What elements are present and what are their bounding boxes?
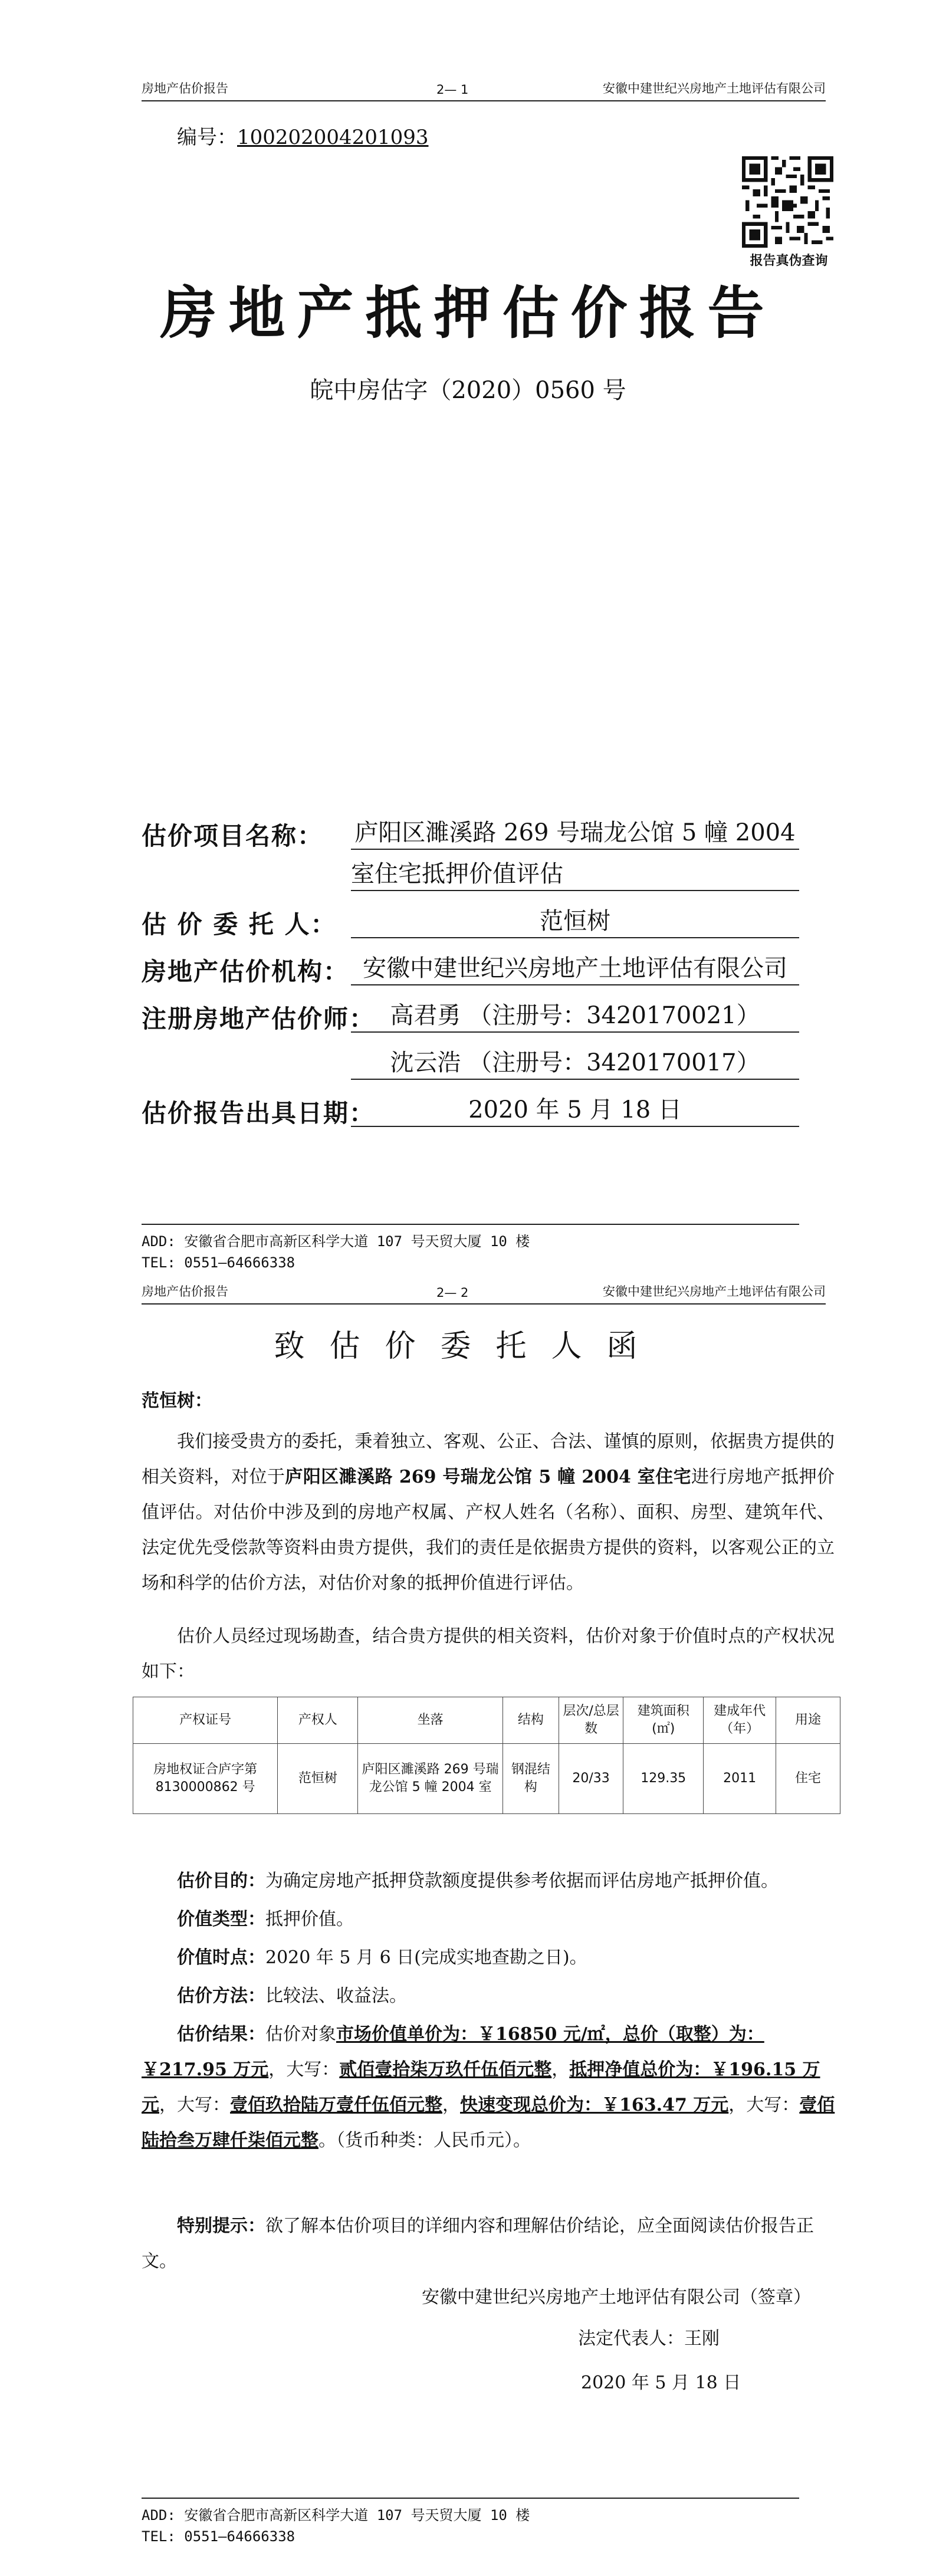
letter-title: 致估价委托人函 — [274, 1329, 662, 1364]
property-rights-table — [133, 1697, 840, 1814]
quick-sale-value: 快速变现总价为：￥163.47 万元 — [460, 2095, 729, 2115]
table-cell: 范恒树 — [278, 1744, 358, 1814]
item-value: 比较法、收益法。 — [265, 1986, 407, 2006]
item-key: 估价目的： — [177, 1871, 265, 1891]
quick-sale-value-words: 壹佰陆拾叁万肆仟柒佰元整 — [142, 2095, 835, 2151]
table-header: 建成年代（年） — [704, 1697, 776, 1744]
table-cell: 2011 — [704, 1744, 776, 1814]
table-header: 坐落 — [358, 1697, 503, 1744]
serial-value[interactable]: 100202004201093 — [237, 126, 429, 149]
intro-paragraph — [142, 1424, 835, 1601]
result-text: 估价对象 — [265, 2024, 336, 2045]
field-label: 估 价 委 托 人： — [142, 910, 337, 939]
result-text: ，大写： — [728, 2095, 800, 2115]
table-cell: 住宅 — [776, 1744, 840, 1814]
table-header: 层次/总层数 — [559, 1697, 623, 1744]
intro-text-cont: 进行房地产抵押价值评估。对估价中涉及到的房地产权属、产权人姓名（名称）、面积、房型、建筑年代、法定优先受偿款等资料由贵方提供，我们的责任是依据贵方提供的资料，以客观公正的立场和科学的估价方法，对估价对象的抵押价值进行评估。 — [142, 1467, 835, 1593]
header-page-no: 2— 1 — [436, 83, 469, 97]
table-header: 结构 — [503, 1697, 559, 1744]
document-number: 皖中房估字（2020）0560 号 — [310, 377, 626, 404]
footer-divider — [142, 1224, 799, 1225]
report-title: 房地产抵押估价报告 — [160, 280, 776, 346]
item-value: 抵押价值。 — [265, 1909, 354, 1930]
legal-representative: 法定代表人：王刚 — [578, 2328, 720, 2349]
inspection-paragraph: 估价人员经过现场勘查，结合贵方提供的相关资料，估价对象于价值时点的产权状况如下： — [142, 1626, 835, 1682]
special-key: 特别提示： — [177, 2216, 265, 2236]
special-value: 欲了解本估价项目的详细内容和理解估价结论，应全面阅读估价报告正文。 — [142, 2216, 814, 2272]
field-label: 估价报告出具日期： — [142, 1099, 376, 1128]
field-label: 注册房地产估价师： — [142, 1004, 376, 1033]
letter-page — [0, 1280, 936, 2576]
footer-address: ADD: 安徽省合肥市高新区科学大道 107 号天贸大厦 10 楼 — [142, 1233, 530, 1250]
signature-date: 2020 年 5 月 18 日 — [581, 2373, 741, 2393]
market-value: 市场价值单价为：￥16850 元/㎡，总价（取整）为：￥217.95 万元 — [142, 2024, 764, 2080]
table-cell: 20/33 — [559, 1744, 623, 1814]
field-value: 沈云浩 （注册号：3420170017） — [351, 1047, 799, 1080]
header-page-no: 2— 2 — [436, 1286, 469, 1300]
header-left: 房地产估价报告 — [142, 81, 228, 96]
purpose-item — [177, 1864, 838, 1899]
cover-page — [0, 0, 936, 1280]
mortgage-net-value-words: 壹佰玖拾陆万壹仟伍佰元整 — [230, 2095, 442, 2115]
footer-tel: TEL: 0551—64666338 — [142, 2528, 295, 2545]
field-value: 范恒树 — [351, 905, 799, 938]
field-value: 庐阳区濉溪路 269 号瑞龙公馆 5 幢 2004 — [351, 817, 799, 850]
field-value: 高君勇 （注册号：3420170021） — [351, 1000, 799, 1033]
qr-caption: 报告真伪查询 — [750, 254, 828, 268]
table-header: 产权人 — [278, 1697, 358, 1744]
table-header: 产权证号 — [133, 1697, 278, 1744]
market-value-words: 贰佰壹拾柒万玖仟伍佰元整 — [339, 2059, 552, 2080]
field-label: 房地产估价机构： — [142, 957, 350, 986]
field-value: 2020 年 5 月 18 日 — [351, 1094, 799, 1127]
table-cell: 钢混结构 — [503, 1744, 559, 1814]
item-key: 估价方法： — [177, 1986, 265, 2006]
result-text: 。（货币种类：人民币元）。 — [318, 2130, 531, 2151]
page-footer — [142, 1224, 802, 1273]
signature-company: 安徽中建世纪兴房地产土地评估有限公司（签章） — [422, 2287, 811, 2308]
table-row — [133, 1744, 840, 1814]
header-left: 房地产估价报告 — [142, 1284, 228, 1299]
value-type-item — [177, 1902, 838, 1937]
page-header — [142, 77, 826, 101]
property-address: 庐阳区濉溪路 269 号瑞龙公馆 5 幢 2004 室住宅 — [285, 1467, 692, 1487]
table-cell: 129.35 — [623, 1744, 704, 1814]
table-cell: 房地权证合庐字第 8130000862 号 — [133, 1744, 278, 1814]
valuation-result — [142, 2017, 838, 2158]
table-header: 建筑面积(㎡) — [623, 1697, 704, 1744]
item-key: 价值类型： — [177, 1909, 265, 1930]
result-text: ， — [551, 2059, 570, 2080]
greeting: 范恒树： — [142, 1391, 212, 1411]
mortgage-net-value: 抵押净值总价为：￥196.15 万元 — [142, 2059, 820, 2115]
result-text: ，大写： — [268, 2059, 340, 2080]
footer-tel: TEL: 0551—64666338 — [142, 1254, 295, 1271]
header-company: 安徽中建世纪兴房地产土地评估有限公司 — [603, 81, 826, 96]
method-item — [177, 1979, 838, 2014]
item-value: 为确定房地产抵押贷款额度提供参考依据而评估房地产抵押价值。 — [265, 1871, 779, 1891]
page-header — [142, 1280, 826, 1305]
qr-code-icon[interactable] — [742, 156, 833, 248]
header-company: 安徽中建世纪兴房地产土地评估有限公司 — [603, 1284, 826, 1299]
field-label: 估价项目名称： — [142, 822, 324, 850]
table-header: 用途 — [776, 1697, 840, 1744]
special-note — [142, 2209, 838, 2279]
intro-text: 我们接受贵方的委托，秉着独立、客观、公正、合法、谨慎的原则，依据贵方提供的相关资料，对位于 — [142, 1431, 835, 1487]
serial-label: 编号： — [177, 126, 237, 149]
serial-number — [177, 121, 428, 150]
value-date-item — [177, 1940, 838, 1976]
result-text: ，大写： — [159, 2095, 230, 2115]
table-header-row — [133, 1697, 840, 1744]
field-value: 室住宅抵押价值评估 — [351, 858, 799, 891]
field-value: 安徽中建世纪兴房地产土地评估有限公司 — [351, 952, 799, 985]
table-cell: 庐阳区濉溪路 269 号瑞龙公馆 5 幢 2004 室 — [358, 1744, 503, 1814]
item-key: 价值时点： — [177, 1947, 265, 1968]
footer-divider — [142, 2498, 799, 2499]
footer-address: ADD: 安徽省合肥市高新区科学大道 107 号天贸大厦 10 楼 — [142, 2507, 530, 2524]
result-key: 估价结果： — [177, 2024, 265, 2045]
page-footer — [142, 2498, 802, 2547]
item-value: 2020 年 5 月 6 日(完成实地查勘之日)。 — [265, 1947, 587, 1968]
result-text: ， — [442, 2095, 460, 2115]
